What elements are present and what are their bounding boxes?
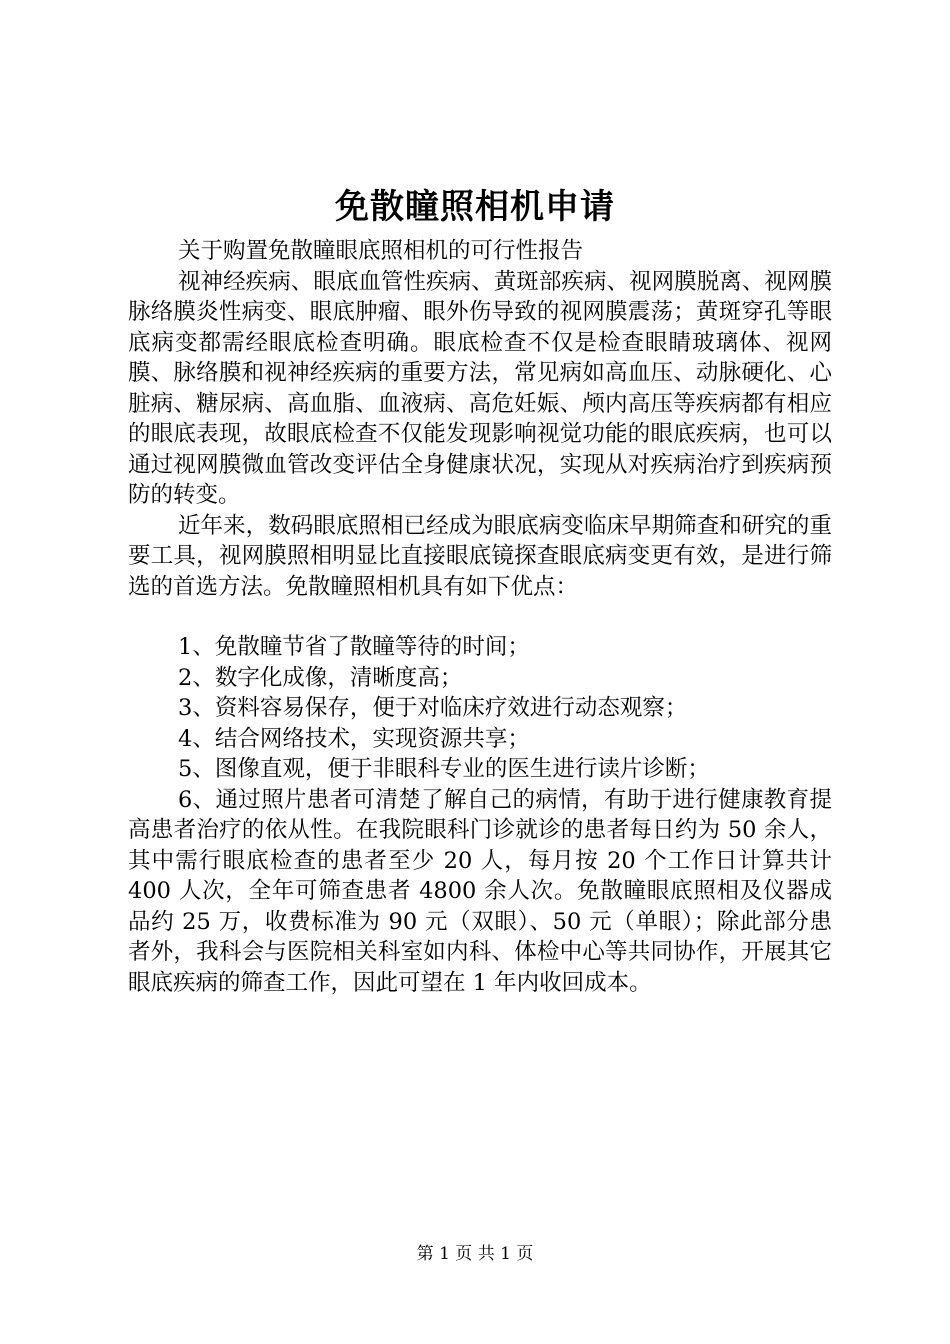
list-item: 6、通过照片患者可清楚了解自己的病情，有助于进行健康教育提高患者治疗的依从性。在我院眼科门诊就诊的患者每日约为 50 余人，其中需行眼底检查的患者至少 20 人，每月按 20 个工作日计算共计 400 人次，全年可筛查患者 4800 余人次。免散瞳眼底照相及仪器成品约 25 万，收费标准为 90 元（双眼）、50 元（单眼）；除此部分患者外，我科会与医院相关科室如内科、体检中心等共同协作，开展其它眼底疾病的筛查工作，因此可望在 1 年内收回成本。 — [128, 786, 832, 996]
report-subtitle: 关于购置免散瞳眼底照相机的可行性报告 — [178, 238, 584, 264]
paragraph-gap — [128, 602, 832, 632]
page-title: 免散瞳照相机申请 — [335, 187, 615, 227]
list-item: 1、免散瞳节省了散瞳等待的时间； — [178, 634, 530, 660]
paragraph-diseases: 视神经疾病、眼底血管性疾病、黄斑部疾病、视网膜脱离、视网膜脉络膜炎性病变、眼底肿瘤、眼外伤导致的视网膜震荡；黄斑穿孔等眼底病变都需经眼底检查明确。眼底检查不仅是检查眼睛玻璃体、视网膜、脉络膜和视神经疾病的重要方法，常见病如高血压、动脉硬化、心脏病、糖尿病、高血脂、血液病、高危妊娠、颅内高压等疾病都有相应的眼底表现，故眼底检查不仅能发现影响视觉功能的眼底疾病，也可以通过视网膜微血管改变评估全身健康状况，实现从对疾病治疗到疾病预防的转变。 — [128, 268, 832, 508]
list-item: 2、数字化成像，清晰度高； — [178, 664, 463, 691]
paragraph-advantages-intro: 近年来，数码眼底照相已经成为眼底病变临床早期筛查和研究的重要工具，视网膜照相明显比直接眼底镜探查眼底病变更有效，是进行筛选的首选方法。免散瞳照相机具有如下优点： — [128, 512, 832, 600]
list-item: 5、图像直观，便于非眼科专业的医生进行读片诊断； — [178, 756, 710, 782]
page-footer: 第 1 页 共 1 页 — [416, 1244, 534, 1264]
list-item: 4、结合网络技术，实现资源共享； — [178, 725, 530, 752]
document-body — [128, 236, 832, 998]
list-item: 3、资料容易保存，便于对临床疗效进行动态观察； — [178, 695, 688, 721]
